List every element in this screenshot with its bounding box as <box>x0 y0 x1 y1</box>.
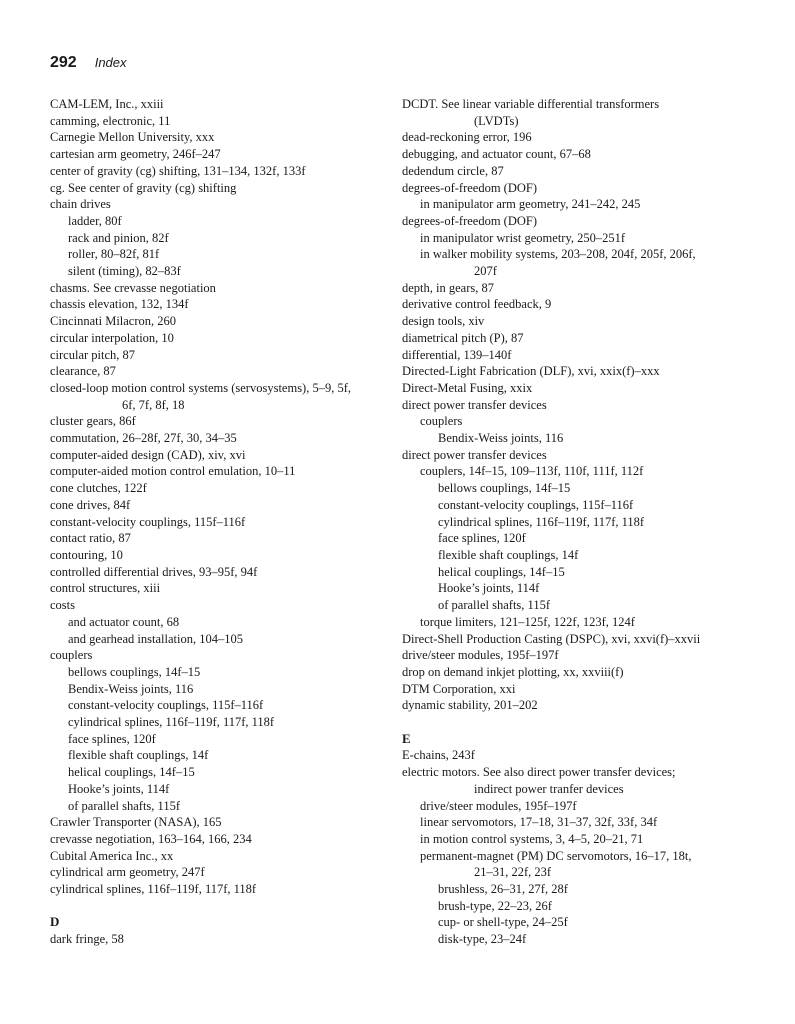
running-title: Index <box>94 55 127 70</box>
index-subsubentry: cylindrical splines, 116f–119f, 117f, 118f <box>438 514 645 529</box>
index-entry: camming, electronic, 11 <box>50 113 171 128</box>
index-entry: chain drives <box>50 197 111 212</box>
index-subentry: bellows couplings, 14f–15 <box>68 664 201 679</box>
index-subentry: silent (timing), 82–83f <box>68 264 181 279</box>
index-entry: Direct-Metal Fusing, xxix <box>402 380 533 395</box>
index-entry: circular interpolation, 10 <box>50 330 174 345</box>
index-subsubentry: helical couplings, 14f–15 <box>438 564 565 579</box>
index-entry-continuation: 21–31, 22f, 23f <box>474 865 552 880</box>
index-subsubentry: of parallel shafts, 115f <box>438 598 550 613</box>
index-entry: cone clutches, 122f <box>50 481 147 496</box>
index-subsubentry: bellows couplings, 14f–15 <box>438 481 571 496</box>
index-entry: circular pitch, 87 <box>50 347 136 362</box>
index-entry: electric motors. See also direct power transfer devices; <box>402 765 676 780</box>
index-subentry: constant-velocity couplings, 115f–116f <box>68 698 264 713</box>
index-subentry: ladder, 80f <box>68 213 122 228</box>
index-entry: differential, 139–140f <box>402 347 512 362</box>
page-number: 292 <box>50 54 77 71</box>
index-entry: controlled differential drives, 93–95f, 94f <box>50 564 258 579</box>
index-subsubentry: constant-velocity couplings, 115f–116f <box>438 497 634 512</box>
index-entry: direct power transfer devices <box>402 447 547 462</box>
index-subentry: in manipulator arm geometry, 241–242, 245 <box>420 197 641 212</box>
index-subentry: rack and pinion, 82f <box>68 230 169 245</box>
index-subentry: roller, 80–82f, 81f <box>68 247 160 262</box>
index-subentry: of parallel shafts, 115f <box>68 798 180 813</box>
index-entry: chasms. See crevasse negotiation <box>50 280 216 295</box>
page-header <box>50 54 127 72</box>
index-entry-continuation: 207f <box>474 264 497 279</box>
index-entry: degrees-of-freedom (DOF) <box>402 180 538 195</box>
index-subentry: Hooke’s joints, 114f <box>68 781 170 796</box>
index-entry: dedendum circle, 87 <box>402 163 504 178</box>
index-entry: direct power transfer devices <box>402 397 547 412</box>
index-subentry: couplers <box>420 414 463 429</box>
index-subsubentry: flexible shaft couplings, 14f <box>438 547 579 562</box>
index-column-right <box>402 96 747 948</box>
index-entry: E-chains, 243f <box>402 748 475 763</box>
index-entry: depth, in gears, 87 <box>402 280 494 295</box>
index-subsubentry: brushless, 26–31, 27f, 28f <box>438 882 568 897</box>
index-entry: Cincinnati Milacron, 260 <box>50 314 177 329</box>
index-subsubentry: disk-type, 23–24f <box>438 932 527 947</box>
index-entry: control structures, xiii <box>50 581 161 596</box>
index-entry: costs <box>50 598 75 613</box>
index-entry: DTM Corporation, xxi <box>402 681 516 696</box>
index-subentry: flexible shaft couplings, 14f <box>68 748 209 763</box>
index-entry: diametrical pitch (P), 87 <box>402 330 524 345</box>
index-entry: chassis elevation, 132, 134f <box>50 297 189 312</box>
index-subentry: Bendix-Weiss joints, 116 <box>68 681 194 696</box>
index-entry: closed-loop motion control systems (servosystems), 5–9, 5f, <box>50 380 352 395</box>
index-entry: cluster gears, 86f <box>50 414 136 429</box>
index-subentry: in walker mobility systems, 203–208, 204f, 205f, 206f, <box>420 247 696 262</box>
index-entry: commutation, 26–28f, 27f, 30, 34–35 <box>50 431 237 446</box>
index-subentry: face splines, 120f <box>68 731 156 746</box>
index-subentry: permanent-magnet (PM) DC servomotors, 16–17, 18t, <box>420 848 692 863</box>
index-entry: contact ratio, 87 <box>50 531 131 546</box>
index-entry: Crawler Transporter (NASA), 165 <box>50 815 222 830</box>
index-subentry: in motion control systems, 3, 4–5, 20–21, 71 <box>420 831 644 846</box>
index-entry: derivative control feedback, 9 <box>402 297 552 312</box>
index-subsubentry: brush-type, 22–23, 26f <box>438 898 552 913</box>
index-entry: crevasse negotiation, 163–164, 166, 234 <box>50 831 252 846</box>
index-subentry: drive/steer modules, 195f–197f <box>420 798 577 813</box>
index-entry: CAM-LEM, Inc., xxiii <box>50 97 164 111</box>
index-subsubentry: cup- or shell-type, 24–25f <box>438 915 568 930</box>
index-entry-continuation: indirect power tranfer devices <box>474 781 624 796</box>
index-entry: couplers <box>50 648 93 663</box>
index-entry: debugging, and actuator count, 67–68 <box>402 147 591 162</box>
index-entry: cylindrical arm geometry, 247f <box>50 865 205 880</box>
index-entry-continuation: 6f, 7f, 8f, 18 <box>122 397 185 412</box>
index-subentry: linear servomotors, 17–18, 31–37, 32f, 33f, 34f <box>420 815 658 830</box>
index-entry: drive/steer modules, 195f–197f <box>402 648 559 663</box>
index-subentry: torque limiters, 121–125f, 122f, 123f, 124f <box>420 614 635 629</box>
index-entry: cone drives, 84f <box>50 497 131 512</box>
index-entry: Direct-Shell Production Casting (DSPC), xvi, xxvi(f)–xxvii <box>402 631 701 646</box>
index-subsubentry: face splines, 120f <box>438 531 526 546</box>
index-entry: DCDT. See linear variable differential transformers <box>402 97 660 111</box>
index-subentry: helical couplings, 14f–15 <box>68 765 195 780</box>
index-entry: degrees-of-freedom (DOF) <box>402 213 538 228</box>
index-entry: dark fringe, 58 <box>50 932 124 947</box>
index-subsubentry: Bendix-Weiss joints, 116 <box>438 431 564 446</box>
index-entry: computer-aided design (CAD), xiv, xvi <box>50 447 246 462</box>
index-entry: clearance, 87 <box>50 364 116 379</box>
index-subentry: in manipulator wrist geometry, 250–251f <box>420 230 626 245</box>
index-entry: Carnegie Mellon University, xxx <box>50 130 215 145</box>
index-entry: computer-aided motion control emulation, 10–11 <box>50 464 296 479</box>
index-entry: constant-velocity couplings, 115f–116f <box>50 514 246 529</box>
index-subentry: cylindrical splines, 116f–119f, 117f, 118f <box>68 715 275 730</box>
index-entry-continuation: (LVDTs) <box>474 113 519 128</box>
index-entry: design tools, xiv <box>402 314 485 329</box>
index-entry: contouring, 10 <box>50 547 123 562</box>
index-subentry: couplers, 14f–15, 109–113f, 110f, 111f, 112f <box>420 464 644 479</box>
index-entry: center of gravity (cg) shifting, 131–134, 132f, 133f <box>50 163 306 178</box>
index-subentry: and actuator count, 68 <box>68 614 180 629</box>
section-letter: D <box>50 914 60 930</box>
index-entry: Directed-Light Fabrication (DLF), xvi, xxix(f)–xxx <box>402 364 660 379</box>
index-entry: cylindrical splines, 116f–119f, 117f, 118f <box>50 882 257 897</box>
index-subentry: and gearhead installation, 104–105 <box>68 631 243 646</box>
index-entry: dynamic stability, 201–202 <box>402 698 538 713</box>
index-entry: drop on demand inkjet plotting, xx, xxviii(f) <box>402 664 624 679</box>
index-entry: cartesian arm geometry, 246f–247 <box>50 147 221 162</box>
index-subsubentry: Hooke’s joints, 114f <box>438 581 540 596</box>
index-entry: cg. See center of gravity (cg) shifting <box>50 180 237 195</box>
index-entry: dead-reckoning error, 196 <box>402 130 532 145</box>
section-letter: E <box>402 730 411 746</box>
index-column-left <box>50 96 420 948</box>
index-entry: Cubital America Inc., xx <box>50 848 174 863</box>
